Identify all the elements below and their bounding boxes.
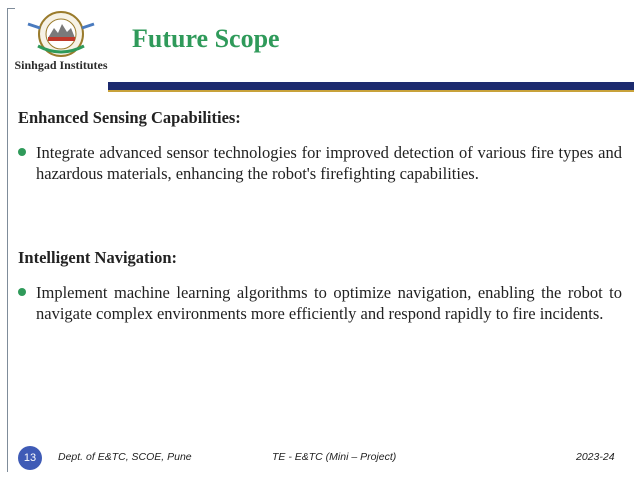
page-title: Future Scope	[132, 24, 280, 53]
footer-year: 2023-24	[576, 451, 615, 463]
header-band-gold	[108, 90, 634, 92]
bullet-icon	[18, 288, 26, 296]
section-heading-sensing: Enhanced Sensing Capabilities:	[18, 108, 241, 127]
sinhgad-logo	[14, 8, 108, 74]
bullet-text: Implement machine learning algorithms to optimize navigation, enabling the robot to navigate complex environments more efficiently and respond rapidly to fire incidents.	[36, 283, 622, 323]
bullet-text: Integrate advanced sensor technologies for improved detection of various fire types and hazardous materials, enhancing the robot's firefighting capabilities.	[36, 143, 622, 183]
bullet-icon	[18, 148, 26, 156]
list-item-navigation	[18, 282, 622, 324]
logo-caption: Sinhgad Institutes	[14, 58, 108, 72]
footer-department: Dept. of E&TC, SCOE, Pune	[58, 451, 192, 463]
page-number-badge: 13	[18, 446, 42, 470]
section-heading-navigation: Intelligent Navigation:	[18, 248, 178, 267]
footer-course: TE - E&TC (Mini – Project)	[272, 451, 397, 463]
left-border-line	[7, 8, 8, 472]
header-band-dark	[108, 82, 634, 90]
list-item-sensing	[18, 142, 622, 184]
logo-emblem-icon	[14, 8, 108, 58]
